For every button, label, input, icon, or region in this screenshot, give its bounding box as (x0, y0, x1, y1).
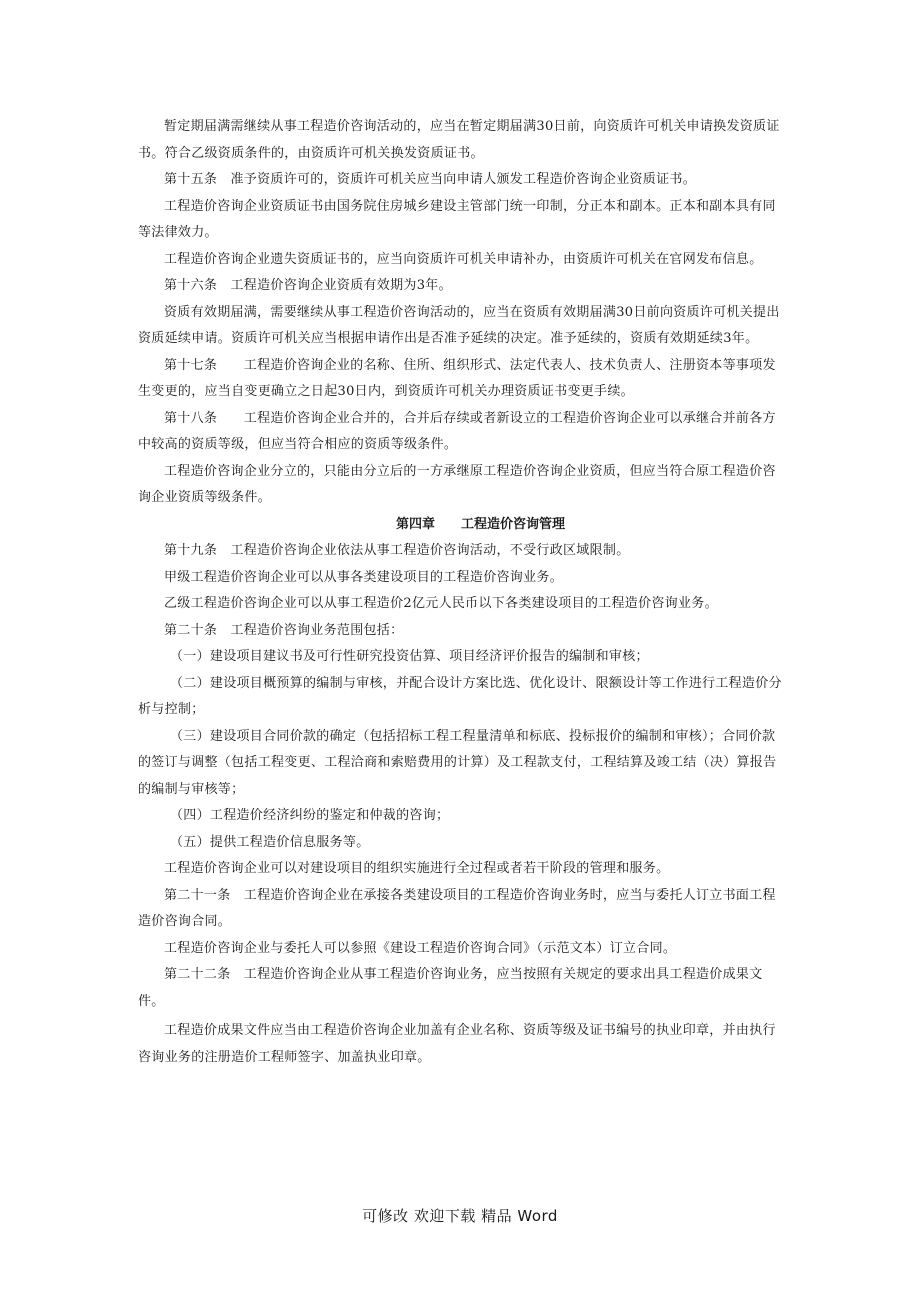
article-16: 第十六条 工程造价咨询企业资质有效期为3年。 (164, 278, 452, 293)
article-22: 第二十二条 工程造价咨询企业从事工程造价咨询业务，应当按照有关规定的要求出具工程造价成果文件。 (138, 967, 763, 1009)
paragraph: 资质有效期届满，需要继续从事工程造价咨询活动的，应当在资质有效期届满30日前向资质许可机关提出资质延续申请。资质许可机关应当根据申请作出是否准予延续的决定。准予延续的，资质有效期延续3年。 (138, 304, 780, 346)
chapter-heading: 第四章 工程造价咨询管理 (395, 516, 565, 532)
paragraph: 工程造价咨询企业可以对建设项目的组织实施进行全过程或者若干阶段的管理和服务。 (164, 861, 670, 876)
paragraph: 工程造价咨询企业分立的，只能由分立后的一方承继原工程造价咨询企业资质，但应当符合原工程造价咨询企业资质等级条件。 (138, 463, 776, 505)
paragraph: 工程造价咨询企业资质证书由国务院住房城乡建设主管部门统一印制，分正本和副本。正本和副本具有同等法律效力。 (138, 198, 776, 240)
article-17: 第十七条 工程造价咨询企业的名称、住所、组织形式、法定代表人、技术负责人、注册资本等事项发生变更的，应当自变更确立之日起30日内，到资质许可机关办理资质证书变更手续。 (138, 357, 776, 399)
paragraph: 甲级工程造价咨询企业可以从事各类建设项目的工程造价咨询业务。 (164, 569, 564, 585)
paragraph: 工程造价成果文件应当由工程造价咨询企业加盖有企业名称、资质等级及证书编号的执业印章，并由执行咨询业务的注册造价工程师签字、加盖执业印章。 (138, 1023, 776, 1065)
article-19: 第十九条 工程造价咨询企业依法从事工程造价咨询活动，不受行政区域限制。 (164, 543, 630, 558)
paragraph: 暂定期届满需继续从事工程造价咨询活动的，应当在暂定期届满30日前，向资质许可机关申请换发资质证书。符合乙级资质条件的，由资质许可机关换发资质证书。 (138, 119, 780, 161)
list-item: （五）提供工程造价信息服务等。 (170, 834, 370, 850)
page-footer: 可修改 欢迎下载 精品 Word (362, 1207, 558, 1225)
list-item: （四）工程造价经济纠纷的鉴定和仲裁的咨询； (170, 808, 450, 823)
list-item: （一）建设项目建议书及可行性研究投资估算、项目经济评价报告的编制和审核； (170, 649, 649, 664)
article-21: 第二十一条 工程造价咨询企业在承接各类建设项目的工程造价咨询业务时，应当与委托人订立书面工程造价咨询合同。 (138, 887, 776, 929)
article-18: 第十八条 工程造价咨询企业合并的，合并后存续或者新设立的工程造价咨询企业可以承继合并前各方中较高的资质等级，但应当符合相应的资质等级条件。 (138, 410, 776, 452)
paragraph: 乙级工程造价咨询企业可以从事工程造价2亿元人民币以下各类建设项目的工程造价咨询业务。 (164, 596, 718, 611)
list-item: （三）建设项目合同价款的确定（包括招标工程工程量清单和标底、投标报价的编制和审核）；合同价款的签订与调整（包括工程变更、工程洽商和索赔费用的计算）及工程款支付，工程结算及竣工结（决）算报告的编制与审核等； (138, 728, 777, 797)
paragraph: 工程造价咨询企业遗失资质证书的，应当向资质许可机关申请补办，由资质许可机关在官网发布信息。 (164, 251, 763, 267)
article-20: 第二十条 工程造价咨询业务范围包括： (164, 622, 404, 638)
paragraph: 工程造价咨询企业与委托人可以参照《建设工程造价咨询合同》（示范文本）订立合同。 (164, 940, 677, 956)
list-item: （二）建设项目概预算的编制与审核，并配合设计方案比选、优化设计、限额设计等工作进行工程造价分析与控制； (138, 675, 782, 717)
document-body (138, 114, 783, 1071)
article-15: 第十五条 准予资质许可的，资质许可机关应当向申请人颁发工程造价咨询企业资质证书。 (164, 172, 697, 187)
